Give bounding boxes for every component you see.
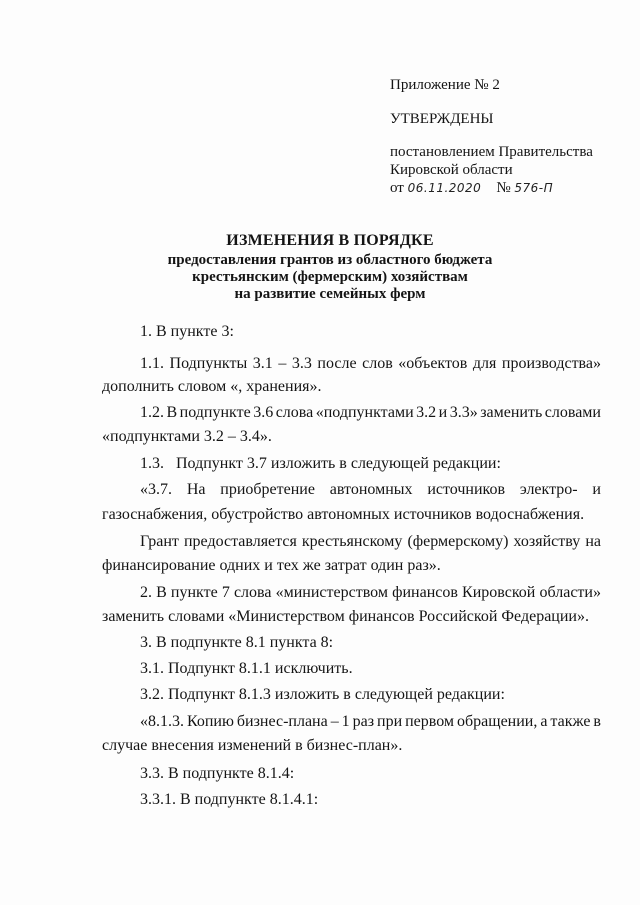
item-2-line-1 [140, 584, 601, 602]
word: 1 [341, 713, 350, 730]
word: «8.1.3. [140, 713, 184, 730]
word: пункте [170, 584, 218, 601]
word: заменить [480, 404, 543, 421]
item-1-1-line-2: дополнить словом «, хранения». [102, 378, 322, 395]
word: на [585, 533, 601, 550]
item-3: 3. В подпункте 8.1 пункта 8: [140, 634, 334, 651]
word: при [377, 713, 403, 730]
approved-heading: УТВЕРЖДЕНЫ [390, 111, 494, 127]
word: В [166, 404, 178, 421]
word: обращении, [457, 713, 538, 730]
word: «объектов [398, 355, 468, 372]
document-title [60, 232, 600, 303]
word: финансов [392, 584, 458, 601]
word: Подпункты [169, 355, 248, 372]
title-line-4: на развитие семейных ферм [234, 286, 426, 302]
word: также [550, 713, 591, 730]
word: 3.3» [449, 404, 478, 421]
word: слов [362, 355, 393, 372]
word: приобретение [220, 481, 315, 498]
word: «3.7. [140, 481, 172, 498]
word: Грант [140, 533, 179, 550]
word: 3.1 [252, 355, 273, 372]
item-1-1-line-1 [140, 355, 601, 373]
word: в [593, 713, 601, 730]
item-1-3: 1.3. Подпункт 3.7 изложить в следующей редакции: [140, 455, 501, 472]
word: На [186, 481, 206, 498]
word: хозяйству [513, 533, 581, 550]
word: раз [352, 713, 375, 730]
item-3-1: 3.1. Подпункт 8.1.1 исключить. [140, 660, 353, 677]
item-1-2-line-2: «подпунктами 3.2 – 3.4». [102, 428, 272, 445]
word: бизнес-плана [236, 713, 328, 730]
word: «министерством [275, 584, 388, 601]
number-prefix: № [496, 180, 511, 196]
approval-block [390, 76, 630, 197]
word: крестьянскому [301, 533, 403, 550]
word: слова [275, 404, 314, 421]
grant-line-1 [140, 533, 601, 551]
word: слова [233, 584, 272, 601]
title-line-2: предоставления грантов из областного бюджета [167, 252, 493, 268]
word: 3.2 [416, 404, 437, 421]
word: подпункте [179, 404, 251, 421]
word: источников [427, 481, 506, 498]
word: словами [544, 404, 601, 421]
word: и [438, 404, 448, 421]
item-2-line-2: заменить словами «Министерством финансов Российской Федерации». [102, 608, 589, 625]
word: Кировской [462, 584, 536, 601]
word: (фермерскому) [407, 533, 509, 550]
word: первом [405, 713, 455, 730]
appendix-number: Приложение № 2 [390, 77, 500, 93]
item-3-3: 3.3. В подпункте 8.1.4: [140, 765, 295, 782]
item-3-2: 3.2. Подпункт 8.1.3 изложить в следующей редакции: [140, 686, 505, 703]
handwritten-date: 06.11.2020 [407, 181, 482, 195]
word: – [278, 355, 287, 372]
item-3-7-line-2: газоснабжения, обустройство автономных источников водоснабжения. [102, 506, 585, 523]
word: предоставляется [183, 533, 297, 550]
grant-line-2: финансирование одних и тех же затрат один раз». [102, 557, 441, 574]
word: «подпунктами [315, 404, 414, 421]
word: а [540, 713, 548, 730]
word: 3.3 [291, 355, 312, 372]
word: и [592, 481, 601, 498]
word: В [156, 584, 167, 601]
word: 1.1. [140, 355, 164, 372]
item-1: 1. В пункте 3: [140, 323, 234, 340]
word: – [330, 713, 339, 730]
title-line-1: ИЗМЕНЕНИЯ В ПОРЯДКЕ [226, 232, 434, 249]
word: 3.6 [253, 404, 274, 421]
from-prefix: от [390, 180, 404, 196]
word: для [472, 355, 497, 372]
word: автономных [329, 481, 413, 498]
item-3-7-line-1 [140, 481, 601, 499]
word: 2. [140, 584, 152, 601]
handwritten-number: 576-П [514, 181, 554, 195]
item-8-1-3-line-2: случае внесения изменений в бизнес-план». [102, 737, 403, 754]
word: 7 [221, 584, 230, 601]
word: области» [539, 584, 601, 601]
item-8-1-3-line-1 [140, 713, 601, 731]
word: после [317, 355, 357, 372]
word: Копию [186, 713, 234, 730]
word: производства» [501, 355, 601, 372]
title-line-3: крестьянским (фермерским) хозяйствам [192, 269, 468, 285]
resolution-line-1: постановлением Правительства [390, 144, 593, 160]
word: 1.2. [140, 404, 164, 421]
item-3-3-1: 3.3.1. В подпункте 8.1.4.1: [140, 791, 319, 808]
resolution-line-2: Кировской области [390, 162, 513, 178]
resolution-date-number [390, 179, 630, 197]
item-1-2-line-1 [140, 404, 601, 422]
word: электро- [519, 481, 578, 498]
